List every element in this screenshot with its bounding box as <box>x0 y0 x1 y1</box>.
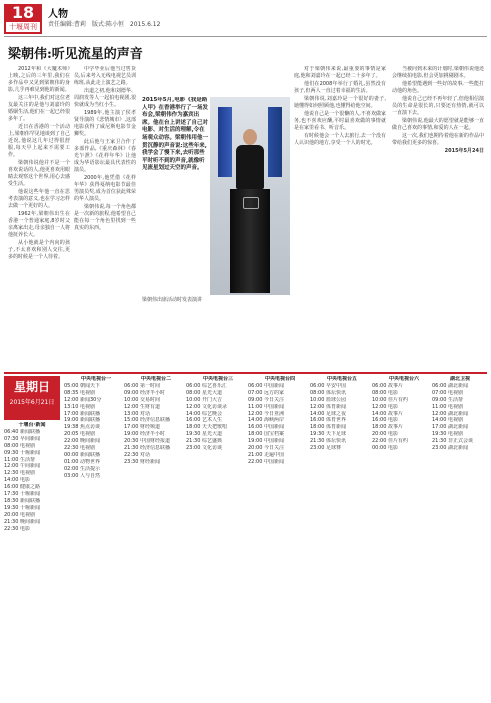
tv-program: 16:00 电影 <box>372 417 398 424</box>
tv-program: 05:00 朝闻天下 <box>64 382 100 389</box>
paragraph: 他说这些年他一直在思考表演的意义,也在学习怎样去做一个更好的人。 <box>8 189 70 209</box>
tv-program: 18:00 天天把歌唱 <box>186 424 227 431</box>
tv-program: 22:30 电影 <box>4 525 30 532</box>
tv-program: 12:00 生财有道 <box>124 403 160 410</box>
paragraph: 1962年,梁朝伟出生在香港一个普通家庭,8岁时父亲离家出走,母亲独自一人将他抚养长大。 <box>8 211 70 238</box>
tv-program: 19:38 焦点访谈 <box>64 424 100 431</box>
editor-credits <box>48 19 164 28</box>
tv-program: 21:00 走遍中国 <box>248 451 284 458</box>
tv-program: 17:00 财经频道 <box>124 424 160 431</box>
tv-program: 11:00 中国新闻 <box>248 403 284 410</box>
tv-program: 10:00 篮球公园 <box>310 396 346 403</box>
tv-program: 17:00 湖北新闻 <box>432 424 468 431</box>
tv-program: 14:00 海峡两岸 <box>248 417 284 424</box>
tv-program: 21:30 经济信息联播 <box>124 445 170 452</box>
tv-column-cctv3 <box>186 376 250 700</box>
tv-program: 09:30 十堰新闻 <box>4 449 40 456</box>
paragraph: 对于梁朝伟来说,最重要的事情是家庭,他和刘嘉玲在一起已经二十多年了。 <box>294 66 386 79</box>
paragraph: 梁朝伟说,他最大的愿望就是能够一直做自己喜欢的事情,和爱的人在一起。 <box>392 118 484 131</box>
tv-program: 21:30 晚间新闻 <box>4 518 40 525</box>
tv-program: 06:00 湖北新闻 <box>432 382 468 389</box>
tv-program: 08:00 星光大道 <box>186 389 222 396</box>
paragraph: 梁朝伟说,刘嘉玲是一个很好的妻子,她懂得如何照顾他,也懂得给他空间。 <box>294 96 386 109</box>
layout-credit: 版式:陈小恒 <box>91 21 124 28</box>
paragraph: 有时候他会一个人去旅行,去一个没有人认识他的地方,享受一个人的时光。 <box>294 133 386 146</box>
paragraph: 他说自己已经不再年轻了,但他相信演员的生命是很长的,只要还有热情,就可以一直演下去。 <box>392 96 484 116</box>
paragraph: 梁朝伟说他并不是一个喜欢说话的人,他更喜欢用眼睛去观察这个世界,用心去感受生活。 <box>8 160 70 187</box>
tv-program: 02:00 生活提示 <box>64 465 100 472</box>
tv-program: 12:00 湖北新闻 <box>432 410 468 417</box>
tv-program: 18:00 国宝档案 <box>248 431 284 438</box>
tv-program: 06:00 早安中国 <box>310 382 346 389</box>
tv-program: 23:00 文化访谈 <box>186 445 222 452</box>
tv-program: 13:10 电视剧 <box>64 403 95 410</box>
tv-program: 22:00 中国新闻 <box>248 458 284 465</box>
tv-program: 18:00 故事片 <box>372 424 403 431</box>
tv-program: 18:00 体育新闻 <box>310 424 346 431</box>
photo-caption: 梁朝伟出席活动时发表演讲 <box>142 297 203 303</box>
tv-column-cctv2 <box>124 376 188 700</box>
tv-channel-name: 湖北卫视 <box>449 376 470 382</box>
tv-program: 14:00 电影 <box>4 477 30 484</box>
tv-program: 08:00 电影 <box>372 389 398 396</box>
tv-program: 22:00 佳片有约 <box>372 438 408 445</box>
tv-program: 12:30 电视剧 <box>4 470 35 477</box>
tv-program: 19:30 星光大道 <box>186 431 222 438</box>
page-header <box>0 0 491 36</box>
tv-program: 20:00 电视剧 <box>4 511 35 518</box>
tv-program: 14:00 足球之夜 <box>310 410 346 417</box>
tv-section-divider <box>4 372 487 374</box>
tv-channel-name: 中央电视台五 <box>326 376 357 382</box>
tv-program: 19:00 经济半小时 <box>124 431 165 438</box>
editor-credit: 责任编辑:曹莉 <box>48 21 87 28</box>
tv-program: 19:00 中国新闻 <box>248 438 284 445</box>
tv-program: 09:00 生活帮 <box>432 396 463 403</box>
tv-column-local <box>4 422 60 700</box>
tv-channel-name: 中央电视台二 <box>140 376 171 382</box>
article-title: 梁朝伟:听见流星的声音 <box>8 47 143 62</box>
tv-program: 06:40 新闻联播 <box>4 428 40 435</box>
tv-program: 06:00 故事片 <box>372 382 403 389</box>
tv-program: 13:00 对话 <box>124 410 150 417</box>
tv-date: 2015年6月21日 <box>9 399 55 406</box>
tv-program: 19:30 天下足球 <box>310 431 346 438</box>
paragraph: 他们在2008年举行了婚礼,虽然没有孩子,但两人一直过着幸福的生活。 <box>294 81 386 94</box>
tv-program: 16:00 艺术人生 <box>186 417 222 424</box>
tv-program: 22:30 对话 <box>124 451 150 458</box>
tv-column-cctv5 <box>310 376 374 700</box>
tv-program: 10:00 佳片有约 <box>372 396 408 403</box>
tv-program: 10:00 开门大吉 <box>186 396 222 403</box>
tv-program: 08:00 体坛快讯 <box>310 389 346 396</box>
tv-column-cctv4 <box>248 376 312 700</box>
tv-program: 21:30 综艺盛典 <box>186 438 222 445</box>
flag-right <box>268 107 282 177</box>
tv-program: 22:30 电视剧 <box>64 445 95 452</box>
tv-day-badge <box>4 376 60 420</box>
tv-program: 06:00 中国新闻 <box>248 382 284 389</box>
issue-date: 2015.6.12 <box>129 21 161 28</box>
tv-program: 08:00 电视剧 <box>4 442 35 449</box>
tv-program: 17:00 新闻联播 <box>64 410 100 417</box>
page-number-badge <box>4 4 42 34</box>
edition-label: 十堰周刊 <box>6 22 40 32</box>
tv-program: 12:00 体育新闻 <box>310 403 346 410</box>
tv-column-cctv1 <box>64 376 128 700</box>
tv-program: 20:00 今日关注 <box>248 445 284 452</box>
tv-program: 17:30 十堰新闻 <box>4 491 40 498</box>
tv-program: 21:30 体坛快讯 <box>310 438 346 445</box>
paragraph: 2000年,他凭借《花样年华》获得戛纳电影节最佳男演员奖,成为首位获此殊荣的华人演员。 <box>74 175 136 202</box>
article-column-2 <box>74 66 136 370</box>
tv-weekday: 星期日 <box>13 380 50 394</box>
article-column-5 <box>392 66 484 370</box>
tv-channel-name: 中央电视台六 <box>388 376 419 382</box>
tv-program: 22:00 晚间新闻 <box>64 438 100 445</box>
tv-program: 23:00 湖北新闻 <box>432 445 468 452</box>
tv-program: 07:30 早间新闻 <box>4 435 40 442</box>
paragraph: 近日在香港的一个活动上,梁朝伟罕见地谈到了自己近况,他说这几年过得很舒服,每天早上起来不需要工作。 <box>8 124 70 158</box>
paragraph: 这三年中,我们对这位老友最关注的是他与刘嘉玲的婚姻生活,他们在一起已经很多年了。 <box>8 95 70 122</box>
tv-program: 06:00 综艺喜乐汇 <box>186 382 227 389</box>
header-divider <box>4 36 487 37</box>
tv-program: 20:00 电影 <box>372 431 398 438</box>
paragraph: 梁朝伟说,每一个角色都是一次新的旅程,他希望自己能在每一个角色里找到一些真实的东西。 <box>74 204 136 231</box>
paragraph: 此后他与王家卫合作了多部作品,《重庆森林》《春光乍泄》《花样年华》让他成为华语影坛最具代表性的演员。 <box>74 139 136 173</box>
tv-program: 18:30 新闻联播 <box>4 497 40 504</box>
tv-program: 23:30 财经新闻 <box>124 458 160 465</box>
tv-program: 12:00 午间新闻 <box>4 463 40 470</box>
section-name: 人物 <box>48 9 68 20</box>
paragraph: 1989年,他主演了侯孝贤导演的《悲情城市》,这部电影获得了威尼斯电影节金狮奖。 <box>74 110 136 137</box>
tv-program: 07:00 电视剧 <box>432 389 463 396</box>
article-intro: 2015年5月,电影《我是路人甲》在香港举行了一场发布会,梁朝伟作为嘉宾出席。他在台上讲述了自己对电影、对生活的理解,令在场观众动容。梁朝伟用他一贯沉静的声音说:这些年来,我学会了慢下来,去听那些平时听不到的声音,就像听见流星划过天空的声音。 <box>142 97 208 172</box>
tv-column-cctv6 <box>372 376 436 700</box>
tv-program: 16:00 中国新闻 <box>248 424 284 431</box>
tv-program: 10:00 交易时间 <box>124 396 160 403</box>
tv-channel-name: 十堰台·新闻 <box>18 422 46 428</box>
article-column-4 <box>294 66 386 370</box>
tv-program: 11:00 生活帮 <box>4 456 35 463</box>
tv-channel-name: 中央电视台四 <box>264 376 295 382</box>
tv-program: 12:00 电影 <box>372 403 398 410</box>
tv-program: 07:00 远方的家 <box>248 389 284 396</box>
tv-program: 12:00 今日亚洲 <box>248 410 284 417</box>
tv-program: 16:00 体育世界 <box>310 417 346 424</box>
article-date: 2015年5月24日 <box>444 148 484 154</box>
paragraph: 2012年和《大魔术师》上映,之后的三年里,我们在多作品中又见到梁朝伟的身影,几乎再难见到他的新闻。 <box>8 66 70 93</box>
tv-program: 15:00 经济信息联播 <box>124 417 170 424</box>
tv-program: 21:30 非正式会谈 <box>432 438 473 445</box>
tv-program: 23:00 足球赛 <box>310 445 341 452</box>
tv-program: 20:30 中国财经报道 <box>124 438 170 445</box>
tv-program: 14:00 故事片 <box>372 410 403 417</box>
tv-program: 08:35 电视剧 <box>64 389 95 396</box>
tv-program: 16:00 健康之路 <box>4 484 40 491</box>
tv-program: 20:05 电视剧 <box>64 431 95 438</box>
speaker-body <box>236 145 264 189</box>
tv-program: 19:00 新闻联播 <box>64 417 100 424</box>
paragraph: 中学毕业后他当过售货员,后来考入无线电视艺员训练班,从此走上演艺之路。 <box>74 66 136 86</box>
tv-channel-name: 中央电视台一 <box>80 376 111 382</box>
tv-channel-name: 中央电视台三 <box>202 376 233 382</box>
tv-program: 03:00 人与自然 <box>64 472 100 479</box>
speaker-head <box>243 129 257 145</box>
paragraph: 他说自己是一个很懒的人,不喜欢做家务,也不喜欢应酬,平时最喜欢做的事情就是在家里看书、听音乐。 <box>294 111 386 131</box>
paragraph: 从小他就是个内向的孩子,不太喜欢和别人交往,更多的时候是一个人待着。 <box>8 240 70 260</box>
page-number: 18 <box>11 3 35 22</box>
flag-left <box>218 107 232 177</box>
tv-column-hubei <box>432 376 488 700</box>
paragraph: 他希望能遇到一些好的故事,一些能打动他的角色。 <box>392 81 484 94</box>
podium-logo <box>243 197 259 209</box>
paragraph: 这一次,我们也期待着他在新的作品中带给我们更多的惊喜。 <box>392 133 484 146</box>
article-column-1 <box>8 66 70 370</box>
tv-program: 12:00 文化访谈录 <box>186 403 227 410</box>
tv-program: 01:00 动物世界 <box>64 458 100 465</box>
tv-program: 14:00 综艺晚会 <box>186 410 222 417</box>
tv-program: 12:00 新闻30分 <box>64 396 102 403</box>
tv-program: 19:30 电视剧 <box>432 431 463 438</box>
tv-program: 00:00 新闻联播 <box>64 451 100 458</box>
paragraph: 出道之初,他和刘德华、周润发等人一起拍电视剧,很快就成为当红小生。 <box>74 88 136 108</box>
tv-program: 11:00 电视剧 <box>432 403 463 410</box>
tv-program: 06:00 第一时间 <box>124 382 160 389</box>
tv-program: 19:30 十堰新闻 <box>4 504 40 511</box>
tv-program: 14:00 电视剧 <box>432 417 463 424</box>
tv-program: 00:00 电影 <box>372 445 398 452</box>
paragraph: 当被问到未来的计划时,梁朝伟说他还会继续拍电影,但会更加挑剔剧本。 <box>392 66 484 79</box>
tv-program: 09:00 今日关注 <box>248 396 284 403</box>
article-photo <box>210 97 290 295</box>
tv-program: 09:00 经济半小时 <box>124 389 165 396</box>
